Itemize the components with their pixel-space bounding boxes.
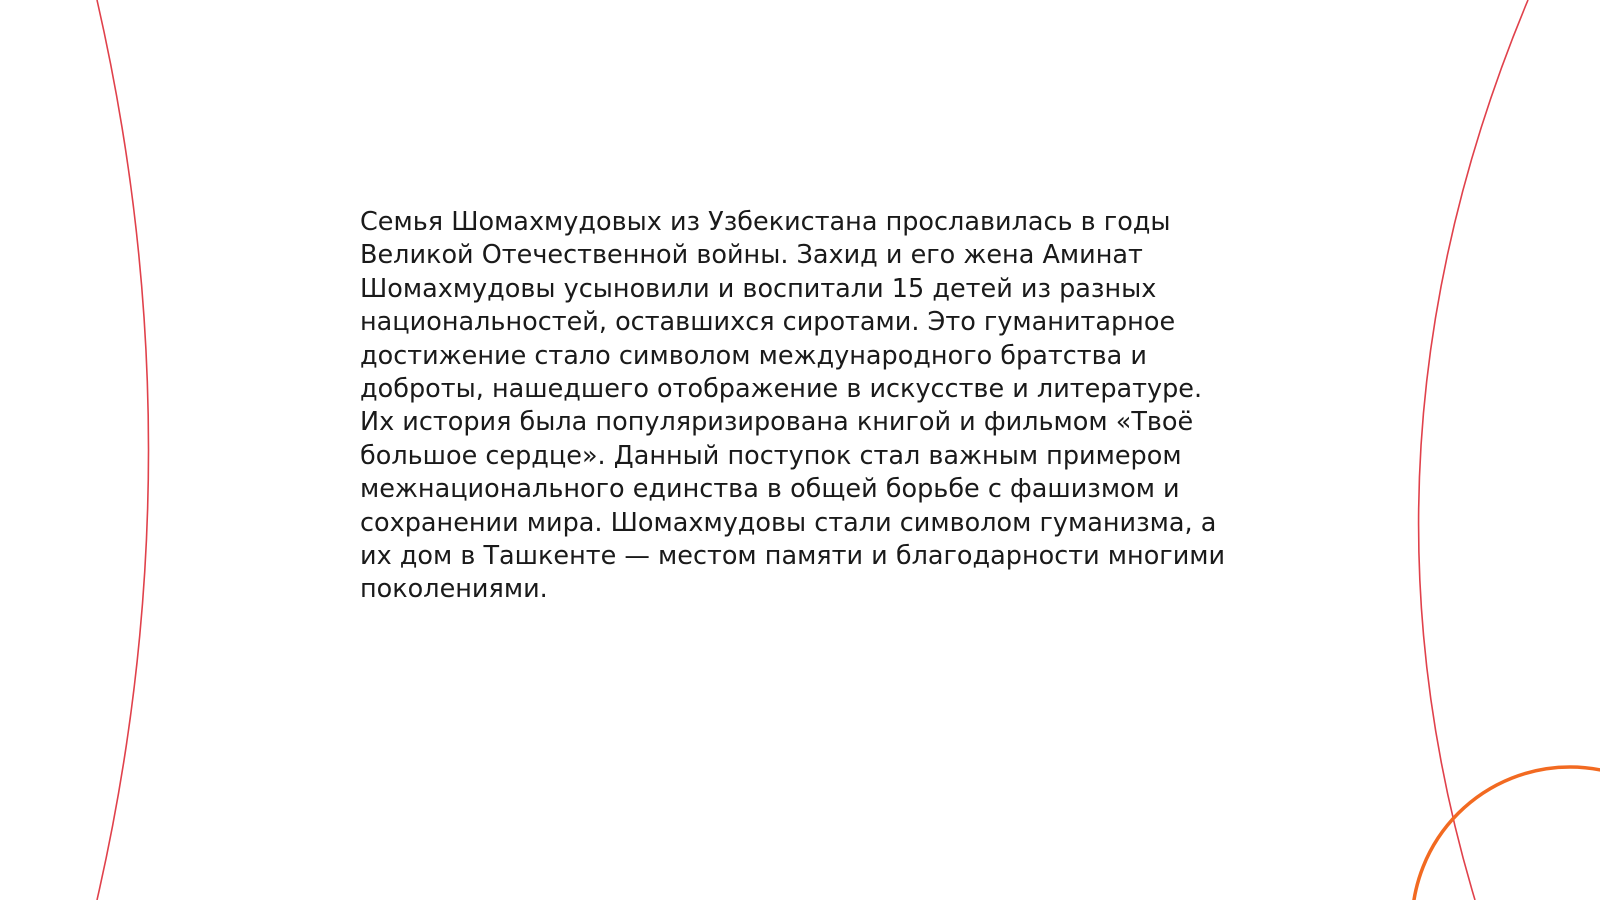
right-red-curve xyxy=(1419,0,1528,900)
left-red-curve xyxy=(97,0,149,900)
orange-circle-arc xyxy=(1412,767,1600,900)
main-paragraph: Семья Шомахмудовых из Узбекистана прославилась в годы Великой Отечественной войны. Захид и его жена Аминат Шомахмудовы усыновили и воспитали 15 детей из разных национальностей, оставшихся сиротами. Это гуманитарное достижение стало символом международного братства и доброты, нашедшего отображение в искусстве и литературе. Их история была популяризирована книгой и фильмом «Твоё большое сердце». Данный поступок стал важным примером межнационального единства в общей борьбе с фашизмом и сохранении мира. Шомахмудовы стали символом гуманизма, а их дом в Ташкенте — местом памяти и благодарности многими поколениями. xyxy=(360,207,1226,605)
